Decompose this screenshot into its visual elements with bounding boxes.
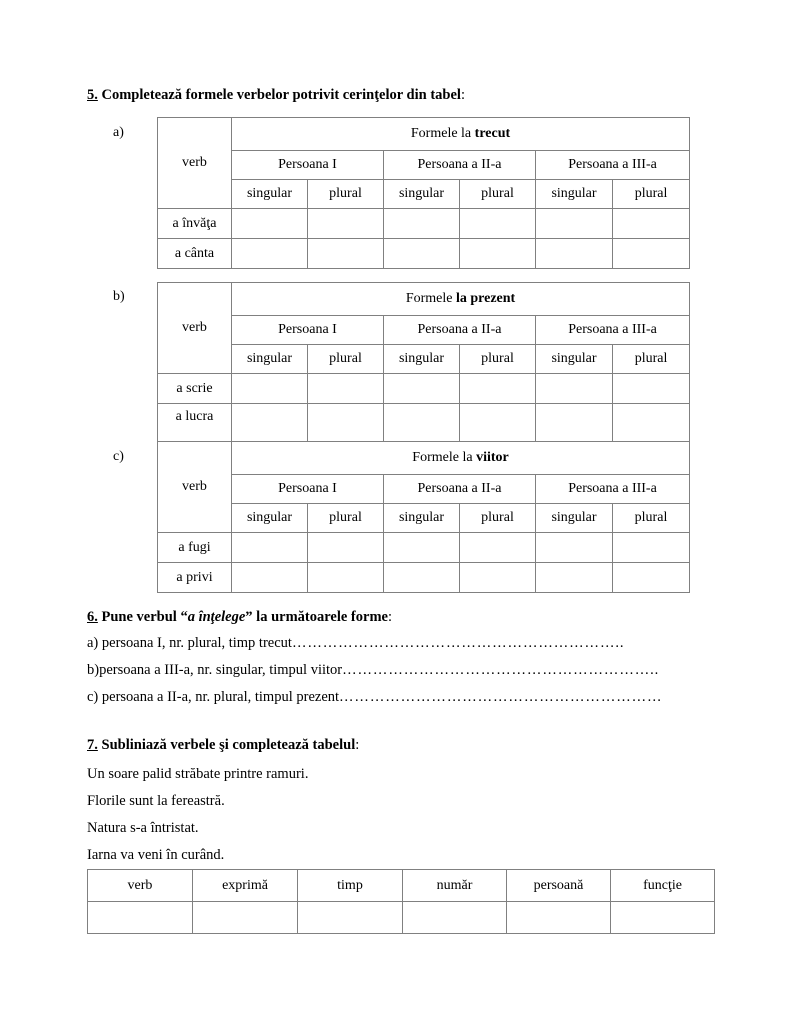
header-cell-number-1: singular [232, 345, 308, 374]
item-label: a) [87, 635, 102, 651]
answer-cell[interactable] [403, 902, 507, 934]
answer-cell[interactable] [536, 533, 613, 563]
tense-title-bold: viitor [476, 450, 509, 465]
item-label: c) [87, 689, 102, 705]
item-answer-line[interactable]: ……………………………………………………… [339, 689, 663, 705]
header-cell-number-6: plural [613, 504, 690, 533]
exercise-5-heading [87, 88, 465, 103]
table-row-persons [158, 475, 690, 504]
header-cell-person-1: Persoana I [232, 316, 384, 345]
header-cell-person-2: Persoana a II-a [384, 151, 536, 180]
header-cell-number-6: plural [613, 180, 690, 209]
answer-cell[interactable] [460, 239, 536, 269]
table-row-title [158, 118, 690, 151]
header-cell-number-3: singular [384, 180, 460, 209]
exercise-6-item-c [87, 690, 662, 705]
header-cell-verb: verb [158, 442, 232, 533]
exercise-6-heading [87, 610, 392, 625]
header-cell-timp: timp [298, 870, 403, 902]
answer-cell[interactable] [507, 902, 611, 934]
answer-cell[interactable] [232, 563, 308, 593]
exercise-5-number: 5. [87, 87, 98, 103]
answer-cell[interactable] [460, 563, 536, 593]
answer-cell[interactable] [308, 239, 384, 269]
exercise-7-sentence-3: Natura s-a întristat. [87, 820, 199, 836]
tense-title-bold: trecut [474, 126, 511, 141]
tense-title-bold: la prezent [455, 291, 516, 306]
verb-cell: a fugi [158, 533, 232, 563]
table-label-a: a) [113, 125, 124, 140]
exercise-7-sentence-2: Florile sunt la fereastră. [87, 793, 225, 809]
exercise-6-item-a [87, 636, 624, 651]
verb-analysis-table [87, 869, 715, 934]
answer-cell[interactable] [613, 239, 690, 269]
header-cell-number-5: singular [536, 345, 613, 374]
verb-cell: a privi [158, 563, 232, 593]
header-cell-person-1: Persoana I [232, 475, 384, 504]
header-cell-number-4: plural [460, 180, 536, 209]
answer-cell[interactable] [536, 374, 613, 404]
exercise-6-text-before: Pune verbul “ [101, 609, 188, 625]
item-answer-line[interactable]: …………………………………………………….. [342, 662, 660, 678]
table-label-c: c) [113, 449, 124, 464]
exercise-6-text-after: ” la următoarele forme [245, 609, 388, 625]
header-cell-functie: funcţie [611, 870, 715, 902]
exercise-7-heading [87, 738, 359, 753]
answer-cell[interactable] [308, 209, 384, 239]
table-row [88, 902, 715, 934]
answer-cell[interactable] [384, 239, 460, 269]
table-row-title [158, 442, 690, 475]
header-cell-number-6: plural [613, 345, 690, 374]
table-row-persons [158, 151, 690, 180]
tense-title-plain: Formele la [410, 126, 475, 141]
exercise-7-text: Subliniază verbele şi completează tabelul [101, 737, 356, 753]
header-cell-number-5: singular [536, 180, 613, 209]
header-cell-person-3: Persoana a III-a [536, 316, 690, 345]
exercise-7-colon: : [355, 737, 360, 753]
header-cell-number-2: plural [308, 504, 384, 533]
answer-cell[interactable] [308, 374, 384, 404]
answer-cell[interactable] [536, 563, 613, 593]
table-label-b: b) [113, 289, 125, 304]
table-row [158, 563, 690, 593]
header-cell-numar: număr [403, 870, 507, 902]
exercise-6-colon: : [387, 609, 392, 625]
answer-cell[interactable] [193, 902, 298, 934]
answer-cell[interactable] [536, 209, 613, 239]
answer-cell[interactable] [613, 533, 690, 563]
tense-title-plain: Formele la [412, 450, 477, 465]
conjugation-table-trecut [157, 117, 690, 269]
answer-cell[interactable] [384, 209, 460, 239]
item-answer-line[interactable]: ……………………………………………………….. [291, 635, 625, 651]
header-cell-tense-title [232, 442, 690, 475]
header-cell-persoana: persoană [507, 870, 611, 902]
conjugation-table-prezent [157, 282, 690, 461]
answer-cell[interactable] [384, 374, 460, 404]
header-cell-number-2: plural [308, 345, 384, 374]
table-row-title [158, 283, 690, 316]
table-row-numbers [158, 180, 690, 209]
answer-cell[interactable] [88, 902, 193, 934]
header-cell-person-3: Persoana a III-a [536, 475, 690, 504]
header-cell-person-1: Persoana I [232, 151, 384, 180]
item-text: persoana I, nr. plural, timp trecut [101, 635, 292, 651]
answer-cell[interactable] [613, 209, 690, 239]
answer-cell[interactable] [384, 533, 460, 563]
item-text: persoana a III-a, nr. singular, timpul viitor [99, 662, 343, 678]
header-cell-number-5: singular [536, 504, 613, 533]
answer-cell[interactable] [232, 374, 308, 404]
header-cell-number-3: singular [384, 504, 460, 533]
header-cell-verb: verb [158, 118, 232, 209]
header-cell-tense-title [232, 118, 690, 151]
verb-cell: a lucra [158, 404, 232, 461]
exercise-6-verb: a înţelege [187, 609, 246, 625]
answer-cell[interactable] [613, 563, 690, 593]
exercise-6-item-b [87, 663, 659, 678]
header-cell-number-1: singular [232, 180, 308, 209]
answer-cell[interactable] [611, 902, 715, 934]
header-cell-exprima: exprimă [193, 870, 298, 902]
header-cell-number-3: singular [384, 345, 460, 374]
header-cell-number-4: plural [460, 504, 536, 533]
answer-cell[interactable] [308, 533, 384, 563]
answer-cell[interactable] [232, 209, 308, 239]
verb-cell: a scrie [158, 374, 232, 404]
conjugation-table-viitor [157, 441, 690, 593]
table-row [158, 374, 690, 404]
header-cell-person-2: Persoana a II-a [384, 475, 536, 504]
header-cell-person-2: Persoana a II-a [384, 316, 536, 345]
table-row-persons [158, 316, 690, 345]
item-label: b) [87, 662, 100, 678]
table-row [158, 533, 690, 563]
item-text: persoana a II-a, nr. plural, timpul prezent [101, 689, 340, 705]
exercise-7-number: 7. [87, 737, 98, 753]
header-cell-number-2: plural [308, 180, 384, 209]
exercise-6-number: 6. [87, 609, 98, 625]
header-cell-verb: verb [158, 283, 232, 374]
table-row-numbers [158, 345, 690, 374]
answer-cell[interactable] [460, 209, 536, 239]
table-header-row [88, 870, 715, 902]
table-row [158, 209, 690, 239]
header-cell-tense-title [232, 283, 690, 316]
verb-cell: a cânta [158, 239, 232, 269]
answer-cell[interactable] [298, 902, 403, 934]
answer-cell[interactable] [232, 533, 308, 563]
tense-title-plain: Formele [405, 291, 456, 306]
exercise-7-sentence-4: Iarna va veni în curând. [87, 847, 225, 863]
table-row-numbers [158, 504, 690, 533]
answer-cell[interactable] [308, 563, 384, 593]
header-cell-person-3: Persoana a III-a [536, 151, 690, 180]
verb-cell: a învăţa [158, 209, 232, 239]
answer-cell[interactable] [384, 563, 460, 593]
answer-cell[interactable] [460, 533, 536, 563]
header-cell-verb: verb [88, 870, 193, 902]
answer-cell[interactable] [613, 374, 690, 404]
header-cell-number-1: singular [232, 504, 308, 533]
answer-cell[interactable] [460, 374, 536, 404]
answer-cell[interactable] [536, 239, 613, 269]
exercise-7-sentence-1: Un soare palid străbate printre ramuri. [87, 766, 309, 782]
table-row [158, 239, 690, 269]
header-cell-number-4: plural [460, 345, 536, 374]
exercise-5-colon: : [460, 87, 465, 103]
answer-cell[interactable] [232, 239, 308, 269]
exercise-5-text: Completează formele verbelor potrivit cerinţelor din tabel [101, 87, 461, 103]
